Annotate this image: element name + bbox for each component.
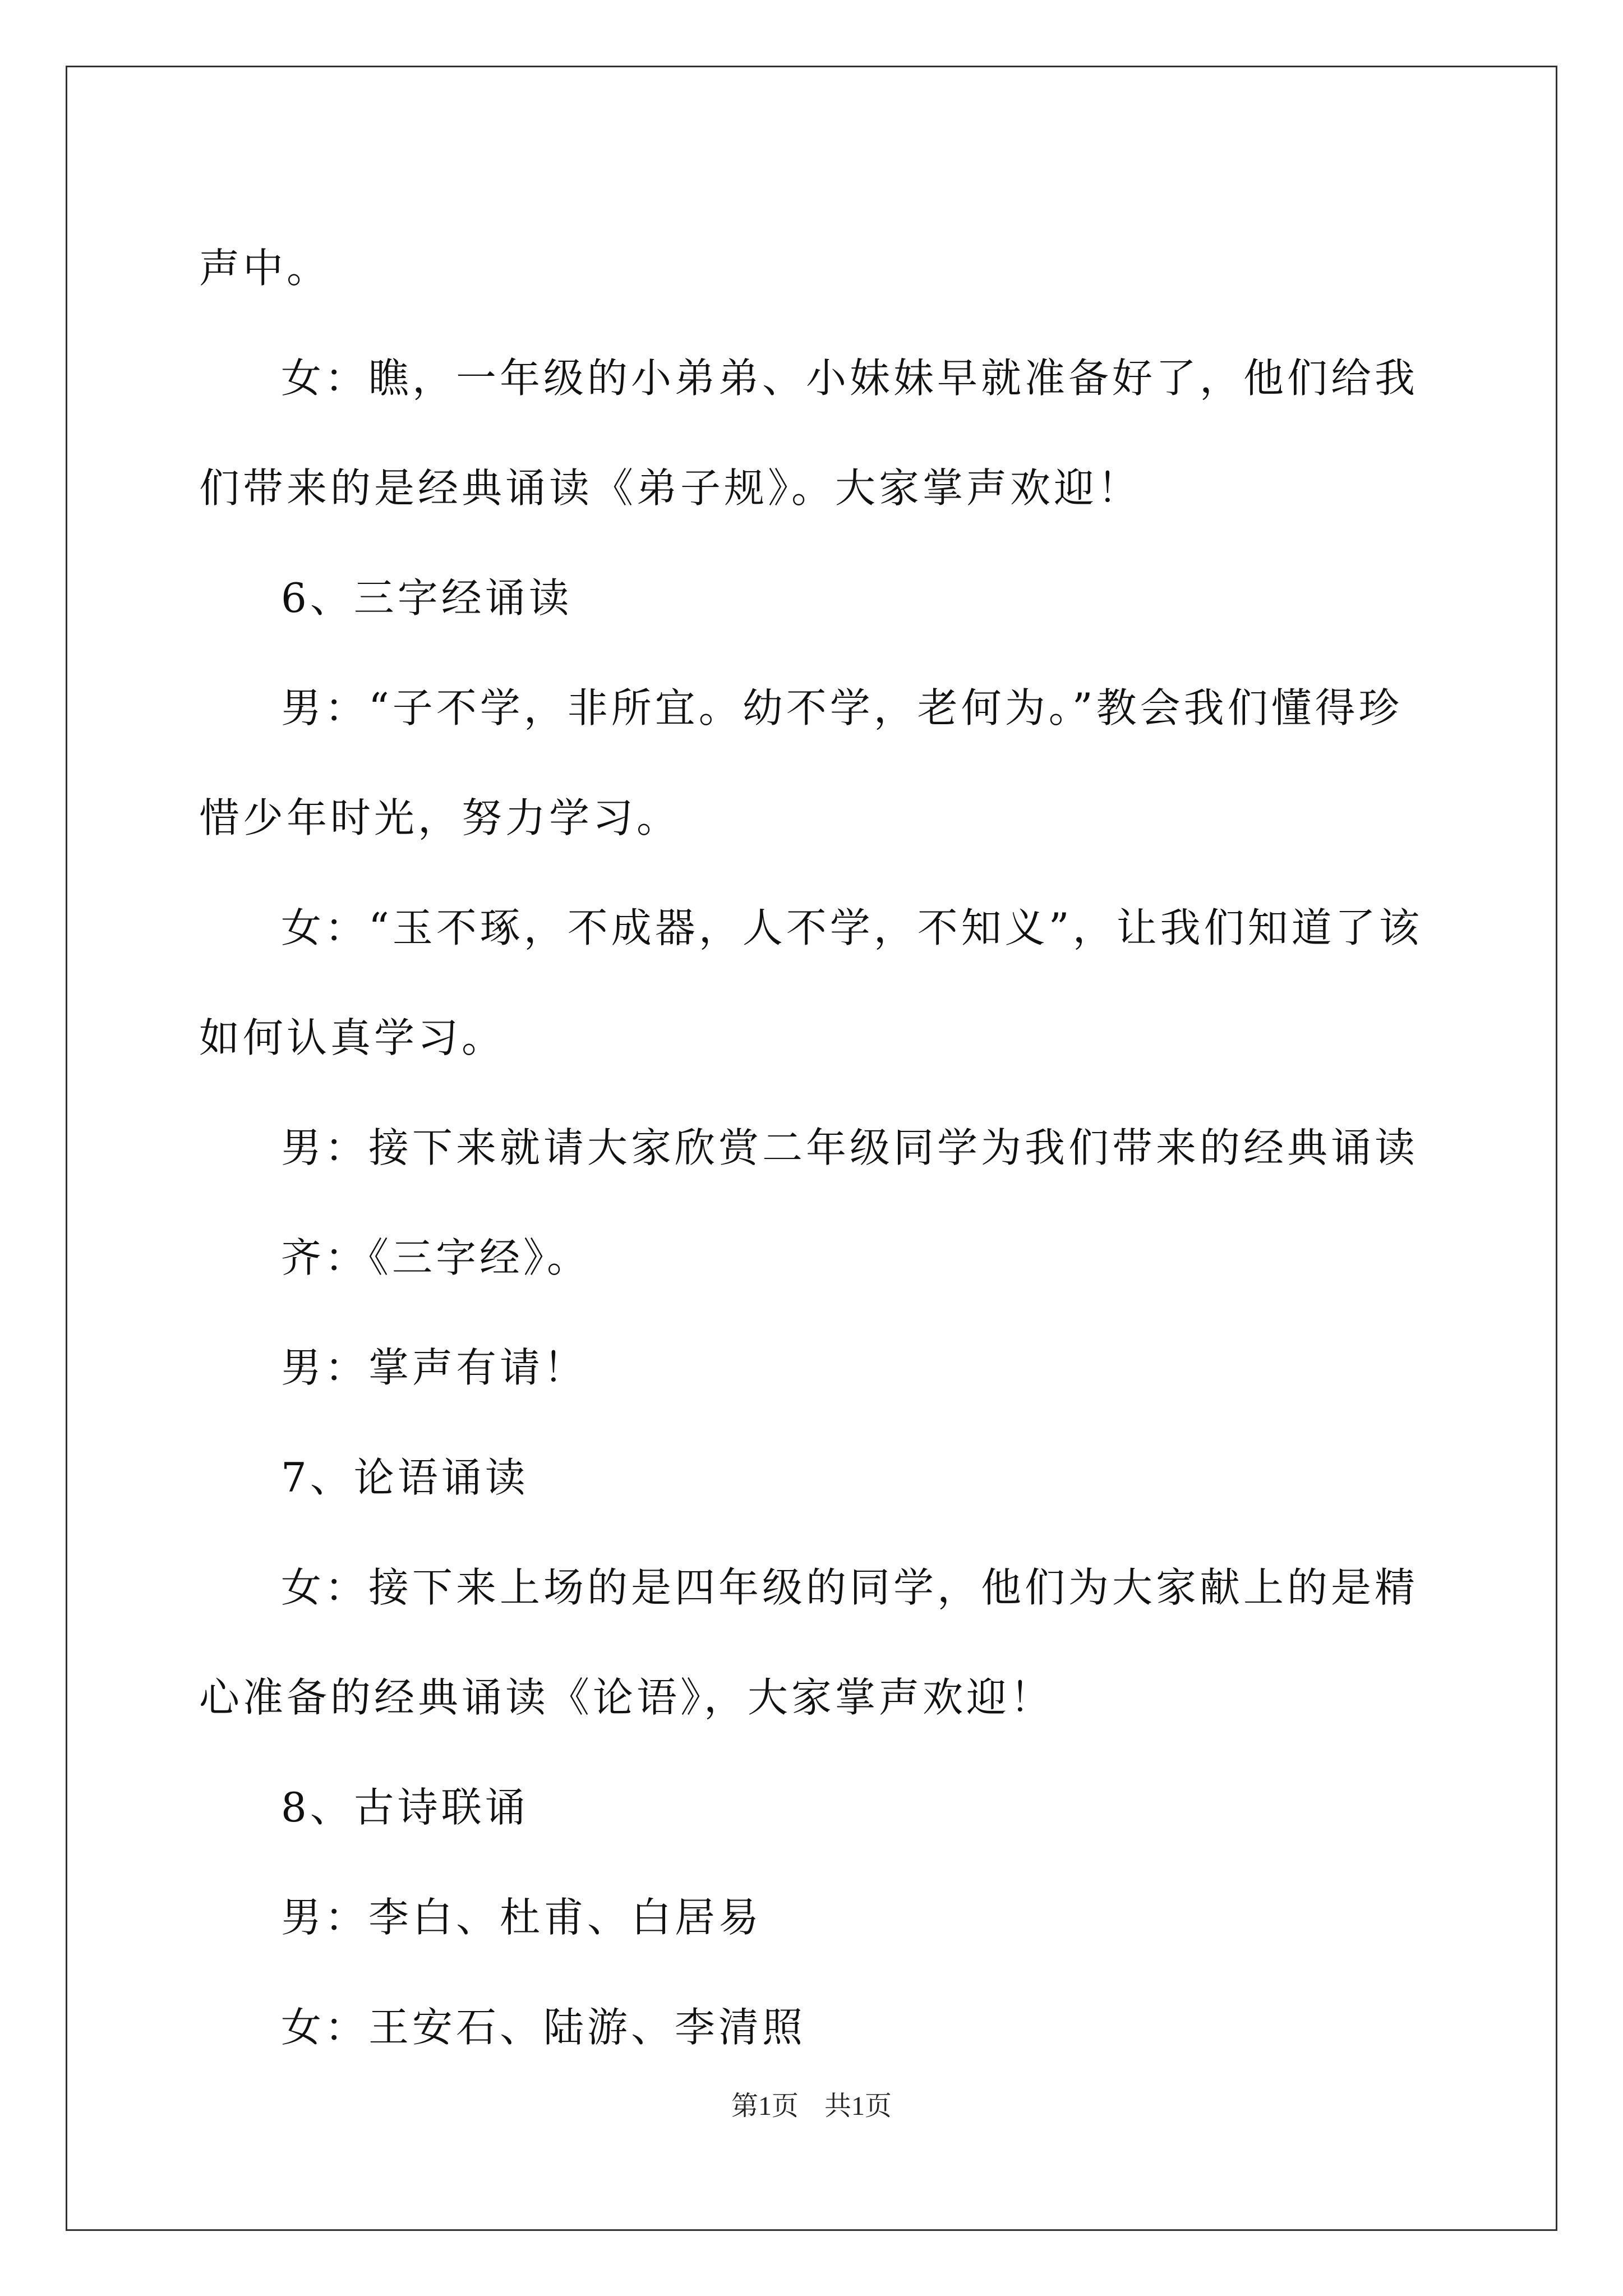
page-total: 共1页 xyxy=(824,2091,892,2121)
section-heading: 8、古诗联诵 xyxy=(281,1784,529,1831)
document-body xyxy=(199,213,1433,2082)
paragraph: 男：接下来就请大家欣赏二年级同学为我们带来的经典诵读 xyxy=(281,1124,1419,1171)
paragraph: 男：“子不学，非所宜。幼不学，老何为。”教会我们懂得珍惜少年时光，努力学习。 xyxy=(199,684,1403,841)
paragraph: 女：瞧，一年级的小弟弟、小妹妹早就准备好了，他们给我们带来的是经典诵读《弟子规》。大家掌声欢迎！ xyxy=(199,355,1419,512)
paragraph: 男：李白、杜甫、白居易 xyxy=(281,1894,763,1941)
paragraph: 女：王安石、陆游、李清照 xyxy=(281,2004,806,2051)
paragraph: 女：“玉不琢，不成器，人不学，不知义”，让我们知道了该如何认真学习。 xyxy=(199,904,1423,1061)
page-number: 第1页 xyxy=(731,2091,799,2121)
page-footer xyxy=(0,2084,1623,2123)
paragraph: 齐：《三字经》。 xyxy=(281,1234,591,1281)
paragraph: 女：接下来上场的是四年级的同学，他们为大家献上的是精心准备的经典诵读《论语》，大家掌声欢迎！ xyxy=(199,1564,1419,1721)
section-heading: 6、三字经诵读 xyxy=(281,574,573,622)
section-heading: 7、论语诵读 xyxy=(281,1454,529,1501)
paragraph: 声中。 xyxy=(199,245,331,292)
paragraph: 男：掌声有请！ xyxy=(281,1344,588,1391)
